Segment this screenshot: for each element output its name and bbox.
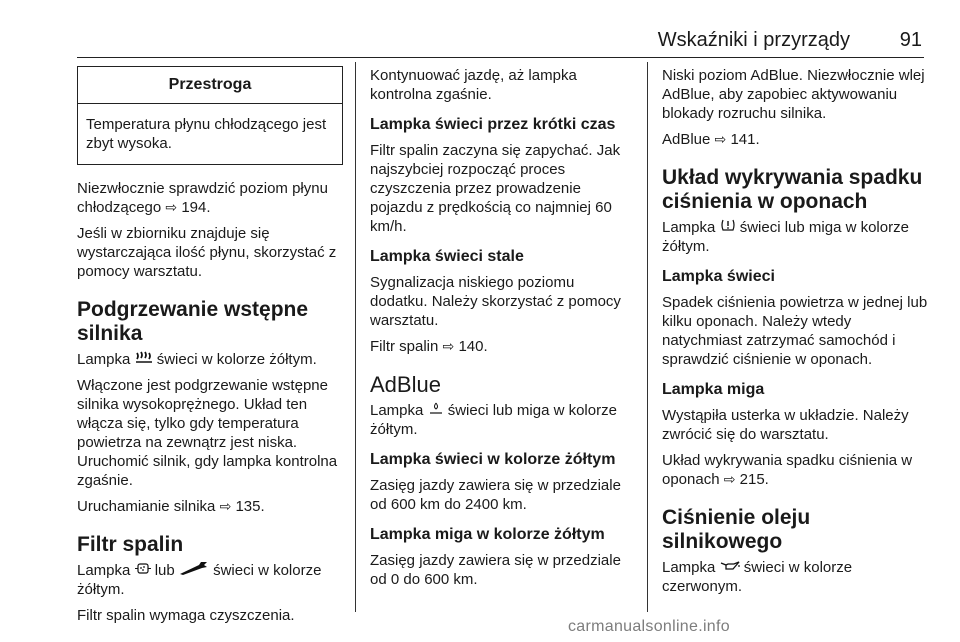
paragraph: Niski poziom AdBlue. Niezwłocznie wlej AdBlue, aby zapobiec aktywowaniu blokady rozruchu silnika. [662, 67, 925, 122]
glow-plug-icon [135, 350, 153, 369]
paragraph: AdBlue ⇨ 141. [662, 131, 760, 148]
column-divider [355, 62, 356, 612]
tire-pressure-icon [720, 218, 736, 237]
exhaust-filter-icon [135, 561, 151, 580]
reference-arrow-icon: ⇨ [165, 199, 178, 215]
subheading: Lampka świeci w kolorze żółtym [370, 451, 616, 468]
paragraph: Zasięg jazdy zawiera się w przedziale od 600 km do 2400 km. [370, 477, 621, 513]
column-divider [647, 62, 648, 612]
heading-preheat: Podgrzewanie wstępne silnika [77, 298, 309, 345]
page-number: 91 [899, 29, 922, 51]
paragraph: Niezwłocznie sprawdzić poziom płynu chłodzącego ⇨ 194. [77, 180, 328, 216]
paragraph: Filtr spalin wymaga czyszczenia. [77, 607, 295, 624]
heading-oil: Ciśnienie oleju silnikowego [662, 506, 811, 553]
paragraph: Filtr spalin ⇨ 140. [370, 338, 488, 355]
paragraph: Lampka świeci w kolorze czerwonym. [662, 559, 853, 595]
paragraph: Filtr spalin zaczyna się zapychać. Jak najszybciej rozpocząć proces czyszczenia przez prowadzenie pojazdu z prędkością co najmniej 60 km/h. [370, 142, 621, 235]
paragraph: Lampka świeci w kolorze żółtym. [77, 351, 317, 368]
caution-text: Temperatura płynu chłodzącego jest zbyt wysoka. [86, 116, 327, 152]
reference-arrow-icon: ⇨ [219, 498, 232, 514]
paragraph: Lampka świeci lub miga w kolorze żółtym. [370, 402, 617, 438]
caution-box [77, 66, 343, 165]
subheading: Lampka świeci przez krótki czas [370, 116, 616, 133]
reference-arrow-icon: ⇨ [442, 338, 455, 354]
paragraph: Zasięg jazdy zawiera się w przedziale od 0 do 600 km. [370, 552, 621, 588]
heading-filter: Filtr spalin [77, 533, 184, 556]
paragraph: Lampka świeci lub miga w kolorze żółtym. [662, 219, 909, 255]
paragraph: Wystąpiła usterka w układzie. Należy zwrócić się do warsztatu. [662, 407, 909, 443]
subheading: Lampka miga [662, 381, 765, 398]
column-3 [662, 66, 928, 603]
oil-can-icon [720, 558, 740, 577]
adblue-icon [428, 401, 444, 420]
paragraph: Włączone jest podgrzewanie wstępne silnika wysokoprężnego. Układ ten włącza się, tylko gdy temperatura powietrza na zewnątrz jest niska. Uruchomić silnik, gdy lampka kontrolna zgaśnie. [77, 377, 338, 489]
paragraph: Jeśli w zbiorniku znajduje się wystarczająca ilość płynu, skorzystać z pomocy warsztatu. [77, 225, 337, 280]
paragraph: Kontynuować jazdę, aż lampka kontrolna zgaśnie. [370, 67, 577, 103]
watermark: carmanualsonline.info [568, 618, 730, 635]
reference-arrow-icon: ⇨ [714, 131, 727, 147]
page-header [0, 0, 960, 50]
subheading: Lampka miga w kolorze żółtym [370, 526, 605, 543]
heading-adblue: AdBlue [370, 372, 441, 397]
paragraph: Spadek ciśnienia powietrza w jednej lub kilku oponach. Należy wtedy natychmiast zatrzymać samochód i sprawdzić ciśnienie w oponach. [662, 294, 928, 368]
subheading: Lampka świeci [662, 268, 775, 285]
column-1 [77, 66, 343, 632]
reference-arrow-icon: ⇨ [723, 471, 736, 487]
caution-title: Przestroga [78, 67, 342, 104]
column-2 [370, 66, 634, 596]
paragraph: Układ wykrywania spadku ciśnienia w oponach ⇨ 215. [662, 452, 913, 488]
wrench-icon [179, 561, 209, 580]
subheading: Lampka świeci stale [370, 248, 524, 265]
paragraph: Lampka lub świeci w kolorze żółtym. [77, 562, 322, 598]
paragraph: Sygnalizacja niskiego poziomu dodatku. Należy skorzystać z pomocy warsztatu. [370, 274, 621, 329]
header-divider [77, 57, 924, 58]
section-title: Wskaźniki i przyrządy [657, 29, 850, 51]
heading-tpms: Układ wykrywania spadku ciśnienia w oponach [662, 166, 923, 213]
paragraph: Uruchamianie silnika ⇨ 135. [77, 498, 265, 515]
